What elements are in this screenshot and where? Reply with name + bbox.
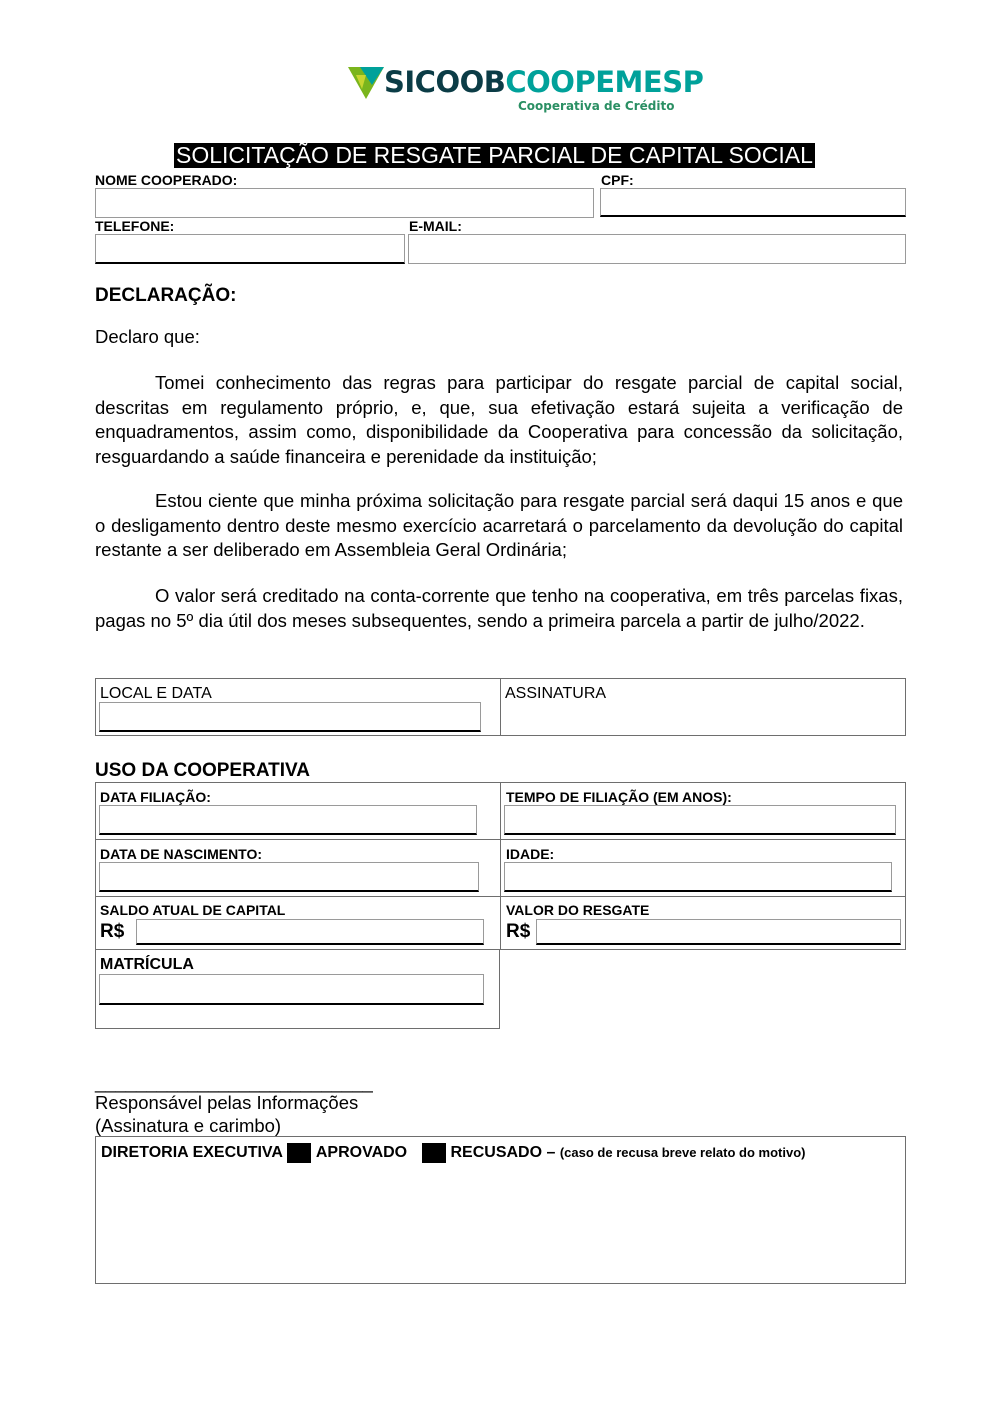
recusado-checkbox[interactable]	[422, 1143, 446, 1163]
declaracao-paragraph-2: Estou ciente que minha próxima solicitação para resgate parcial será daqui 15 anos e que o desligamento dentro deste mesmo exercício acarretará o parcelamento da devolução do capital restante a ser deliberado em Assembleia Geral Ordinária;	[95, 490, 903, 561]
saldo-currency-label: R$	[100, 921, 125, 942]
logo-brand-coopemesp: COOPEMESP	[505, 65, 704, 99]
recusado-note: (caso de recusa breve relato do motivo)	[559, 1145, 806, 1160]
cpf-label: CPF:	[601, 172, 634, 188]
uso-cooperativa-table	[95, 782, 906, 950]
valor-resgate-field[interactable]	[536, 919, 901, 945]
assinatura-area[interactable]	[504, 703, 909, 733]
data-nascimento-label: DATA DE NASCIMENTO:	[100, 846, 263, 862]
diretoria-row	[101, 1143, 805, 1163]
diretoria-label: DIRETORIA EXECUTIVA	[101, 1144, 283, 1161]
cpf-field[interactable]	[600, 188, 906, 217]
table-row-divider	[96, 839, 905, 840]
email-field[interactable]	[408, 234, 906, 264]
diretoria-executiva-box	[95, 1136, 906, 1284]
aprovado-label: APROVADO	[315, 1144, 408, 1161]
matricula-field[interactable]	[99, 974, 484, 1005]
sicoob-coopemesp-logo	[348, 64, 704, 116]
matricula-cell	[95, 949, 500, 1029]
local-data-label: LOCAL E DATA	[100, 685, 212, 702]
saldo-capital-label: SALDO ATUAL DE CAPITAL	[100, 902, 286, 918]
matricula-label: MATRÍCULA	[100, 956, 194, 973]
table-col-divider	[500, 783, 501, 949]
page-title: SOLICITAÇÃO DE RESGATE PARCIAL DE CAPITAL SOCIAL	[176, 142, 813, 168]
data-filiacao-label: DATA FILIAÇÃO:	[100, 789, 211, 805]
signature-divider	[500, 679, 501, 735]
telefone-label: TELEFONE:	[95, 218, 175, 234]
logo-subtitle: Cooperativa de Crédito	[518, 99, 675, 113]
responsavel-signature-line: ___________________________	[95, 1072, 373, 1093]
uso-cooperativa-heading: USO DA COOPERATIVA	[95, 760, 310, 781]
saldo-capital-field[interactable]	[136, 919, 484, 945]
nome-cooperado-field[interactable]	[95, 188, 594, 218]
declaracao-heading: DECLARAÇÃO:	[95, 285, 237, 306]
assinatura-label: ASSINATURA	[505, 685, 607, 702]
data-nascimento-field[interactable]	[99, 862, 479, 892]
idade-field[interactable]	[504, 862, 892, 892]
local-data-field[interactable]	[99, 702, 481, 732]
motivo-recusa-area[interactable]	[100, 1167, 900, 1279]
data-filiacao-field[interactable]	[99, 805, 477, 835]
declaracao-paragraph-1: Tomei conhecimento das regras para participar do resgate parcial de capital social, descritas em regulamento próprio, e, que, sua efetivação estará sujeita a verificação de enquadramentos, assim como, disponibilidade da Cooperativa para concessão da solicitação, resguardando a saúde financeira e perenidade da instituição;	[95, 372, 903, 468]
nome-cooperado-label: NOME COOPERADO:	[95, 172, 238, 188]
responsavel-label: Responsável pelas Informações	[95, 1092, 359, 1113]
responsavel-sub-label: (Assinatura e carimbo)	[95, 1115, 282, 1136]
declaracao-paragraph-3: O valor será creditado na conta-corrente que tenho na cooperativa, em três parcelas fixas, pagas no 5º dia útil dos meses subsequentes, sendo a primeira parcela a partir de julho/2022.	[95, 585, 903, 631]
aprovado-checkbox[interactable]	[287, 1143, 311, 1163]
signature-block	[95, 678, 906, 736]
idade-label: IDADE:	[506, 846, 555, 862]
valor-resgate-label: VALOR DO RESGATE	[506, 902, 650, 918]
sicoob-triangle-icon	[348, 67, 384, 99]
declaracao-intro: Declaro que:	[95, 326, 200, 347]
recusado-label: RECUSADO –	[450, 1144, 556, 1161]
tempo-filiacao-field[interactable]	[504, 805, 896, 835]
table-row-divider	[96, 896, 905, 897]
telefone-field[interactable]	[95, 234, 405, 264]
valor-resgate-currency-label: R$	[506, 921, 531, 942]
email-label: E-MAIL:	[409, 218, 462, 234]
logo-brand-sicoob: SICOOB	[384, 65, 506, 99]
tempo-filiacao-label: TEMPO DE FILIAÇÃO (EM ANOS):	[506, 789, 732, 805]
